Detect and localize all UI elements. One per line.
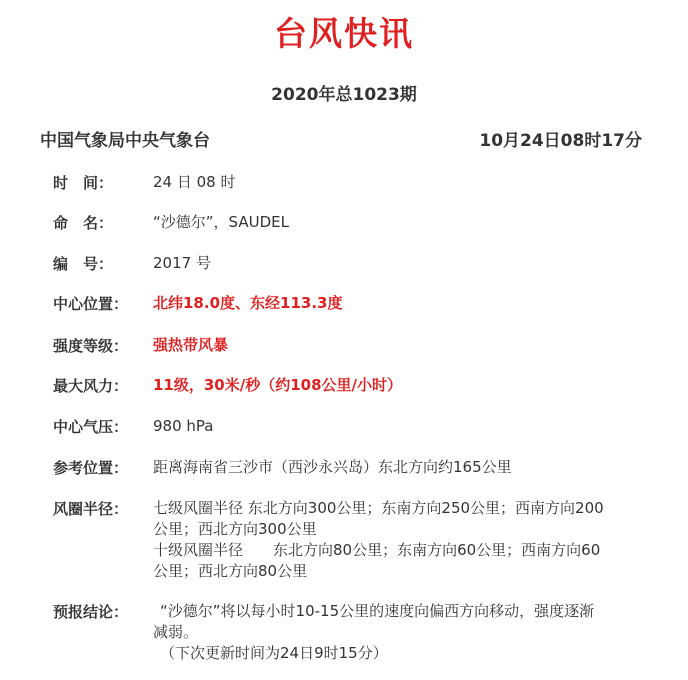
bulletin-title: 台风快讯 bbox=[274, 14, 414, 53]
radius-line: 七级风圈半径 东北方向300公里；东南方向250公里；西南方向200 bbox=[153, 499, 604, 517]
number-value: 2017 号 bbox=[153, 254, 211, 272]
issue-number: 2020年总1023期 bbox=[271, 85, 417, 105]
agency-name: 中国气象局中央气象台 bbox=[40, 131, 210, 151]
radius-value bbox=[153, 498, 643, 582]
wind-value: 11级，30米/秒（约108公里/小时） bbox=[153, 376, 403, 394]
pressure-label: 中心气压： bbox=[53, 418, 129, 436]
number-label: 编 号： bbox=[53, 255, 114, 273]
forecast-value bbox=[153, 601, 650, 664]
forecast-label: 预报结论： bbox=[53, 603, 129, 621]
center-label: 中心位置： bbox=[53, 295, 129, 313]
time-label: 时 间： bbox=[53, 174, 114, 192]
radius-line: 十级风圈半径 东北方向80公里；东南方向60公里；西南方向60 bbox=[153, 541, 601, 559]
forecast-line: “沙德尔”将以每小时10-15公里的速度向偏西方向移动，强度逐渐 bbox=[160, 602, 595, 620]
forecast-line: （下次更新时间为24日9时15分） bbox=[160, 644, 388, 662]
reference-value: 距离海南省三沙市（西沙永兴岛）东北方向约165公里 bbox=[153, 458, 512, 476]
name-value: “沙德尔”，SAUDEL bbox=[153, 213, 289, 231]
reference-label: 参考位置： bbox=[53, 459, 129, 477]
pressure-value: 980 hPa bbox=[153, 417, 214, 435]
issue-time: 10月24日08时17分 bbox=[479, 131, 642, 151]
wind-label: 最大风力： bbox=[53, 377, 129, 395]
intensity-value: 强热带风暴 bbox=[153, 336, 229, 354]
radius-line: 公里；西北方向80公里 bbox=[153, 562, 308, 580]
radius-label: 风圈半径： bbox=[53, 500, 129, 518]
intensity-label: 强度等级： bbox=[53, 337, 129, 355]
time-value: 24 日 08 时 bbox=[153, 173, 236, 191]
center-value: 北纬18.0度、东经113.3度 bbox=[153, 294, 343, 312]
name-label: 命 名： bbox=[53, 214, 114, 232]
radius-line: 公里；西北方向300公里 bbox=[153, 520, 317, 538]
forecast-line: 减弱。 bbox=[153, 623, 199, 641]
